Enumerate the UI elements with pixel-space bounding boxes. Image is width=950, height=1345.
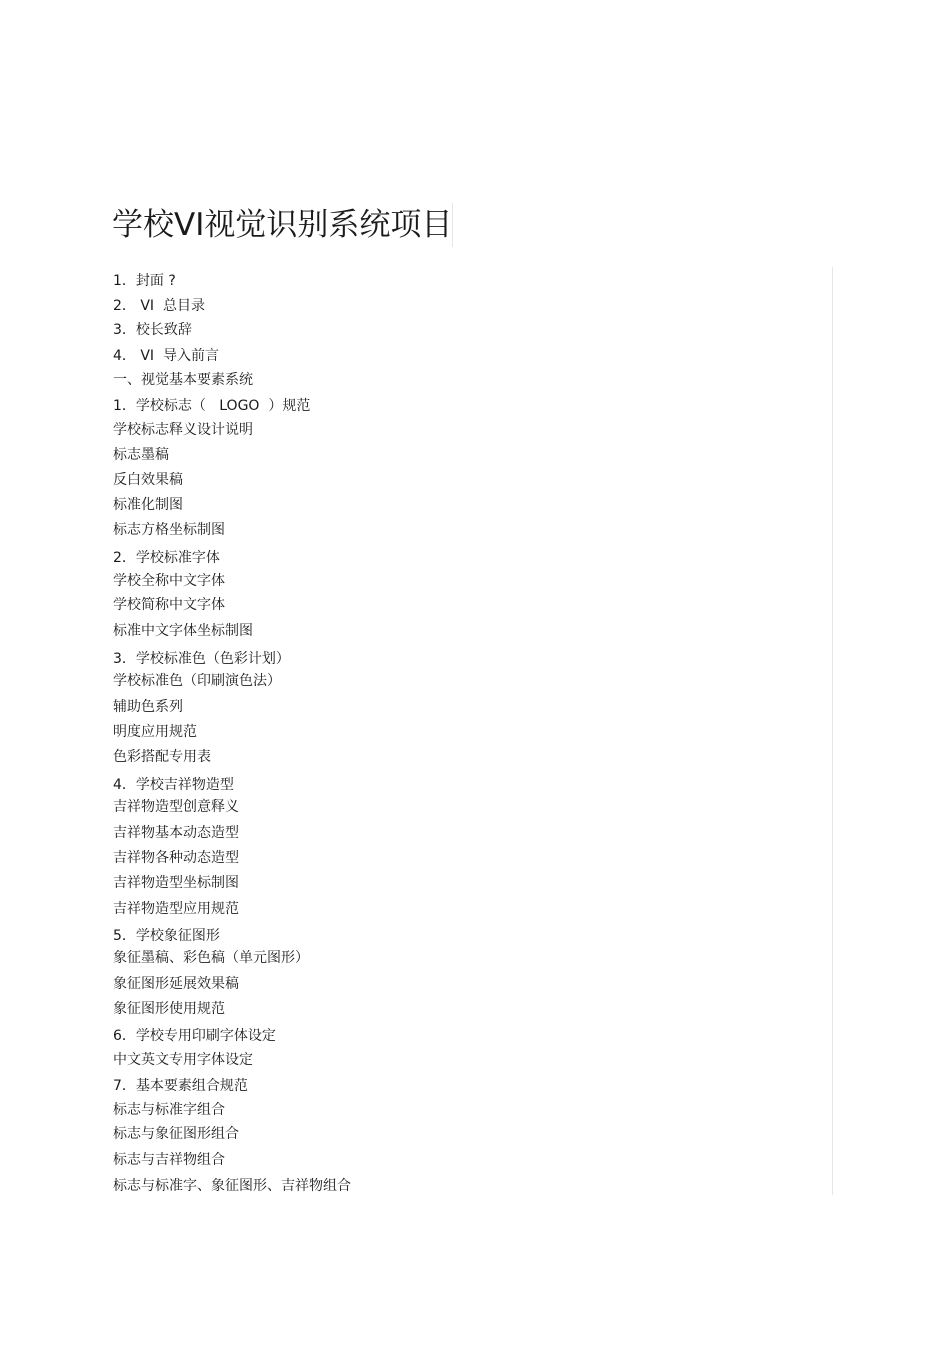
- toc-line: 标志方格坐标制图: [113, 522, 225, 538]
- toc-line: 3．校长致辞: [113, 322, 192, 338]
- toc-line: 明度应用规范: [113, 724, 197, 740]
- toc-line: 标准中文字体坐标制图: [113, 623, 253, 639]
- toc-line: 学校简称中文字体: [113, 597, 225, 613]
- toc-line: 象征图形延展效果稿: [113, 976, 239, 992]
- toc-line: 学校标志释义设计说明: [113, 422, 253, 438]
- toc-section-heading: 一、视觉基本要素系统: [113, 372, 253, 388]
- toc-line: 标准化制图: [113, 497, 183, 513]
- page-title: 学校VI视觉识别系统项目: [112, 207, 453, 243]
- toc-line: 标志与标准字组合: [113, 1102, 225, 1118]
- toc-line: 标志与吉祥物组合: [113, 1152, 225, 1168]
- toc-line: 学校全称中文字体: [113, 573, 225, 589]
- toc-line: 吉祥物各种动态造型: [113, 850, 239, 866]
- toc-line: 3．学校标准色（色彩计划）: [113, 651, 290, 667]
- toc-line: 2．学校标准字体: [113, 550, 220, 566]
- toc-line: 象征图形使用规范: [113, 1001, 225, 1017]
- toc-line: 象征墨稿、彩色稿（单元图形）: [113, 950, 309, 966]
- toc-line: 6．学校专用印刷字体设定: [113, 1028, 276, 1044]
- toc-line: 中文英文专用字体设定: [113, 1052, 253, 1068]
- toc-line: 4．学校吉祥物造型: [113, 777, 234, 793]
- toc-line: 1．学校标志（ LOGO ）规范: [113, 398, 311, 414]
- toc-line: 吉祥物造型创意释义: [113, 799, 239, 815]
- toc-line: 2． VI 总目录: [113, 298, 205, 314]
- toc-line: 反白效果稿: [113, 472, 183, 488]
- toc-line: 5．学校象征图形: [113, 928, 220, 944]
- toc-line: 标志墨稿: [113, 447, 169, 463]
- toc-line: 吉祥物基本动态造型: [113, 825, 239, 841]
- toc-line: 学校标准色（印刷演色法）: [113, 673, 281, 689]
- toc-line: 4． VI 导入前言: [113, 348, 219, 364]
- toc-line: 7．基本要素组合规范: [113, 1078, 248, 1094]
- toc-line: 辅助色系列: [113, 699, 183, 715]
- margin-divider: [832, 267, 833, 1195]
- title-divider: [452, 203, 453, 247]
- toc-line: 吉祥物造型应用规范: [113, 901, 239, 917]
- toc-line: 1．封面 ?: [113, 273, 176, 289]
- toc-line: 标志与标准字、象征图形、吉祥物组合: [113, 1178, 351, 1194]
- toc-line: 吉祥物造型坐标制图: [113, 875, 239, 891]
- toc-line: 色彩搭配专用表: [113, 749, 211, 765]
- toc-line: 标志与象征图形组合: [113, 1126, 239, 1142]
